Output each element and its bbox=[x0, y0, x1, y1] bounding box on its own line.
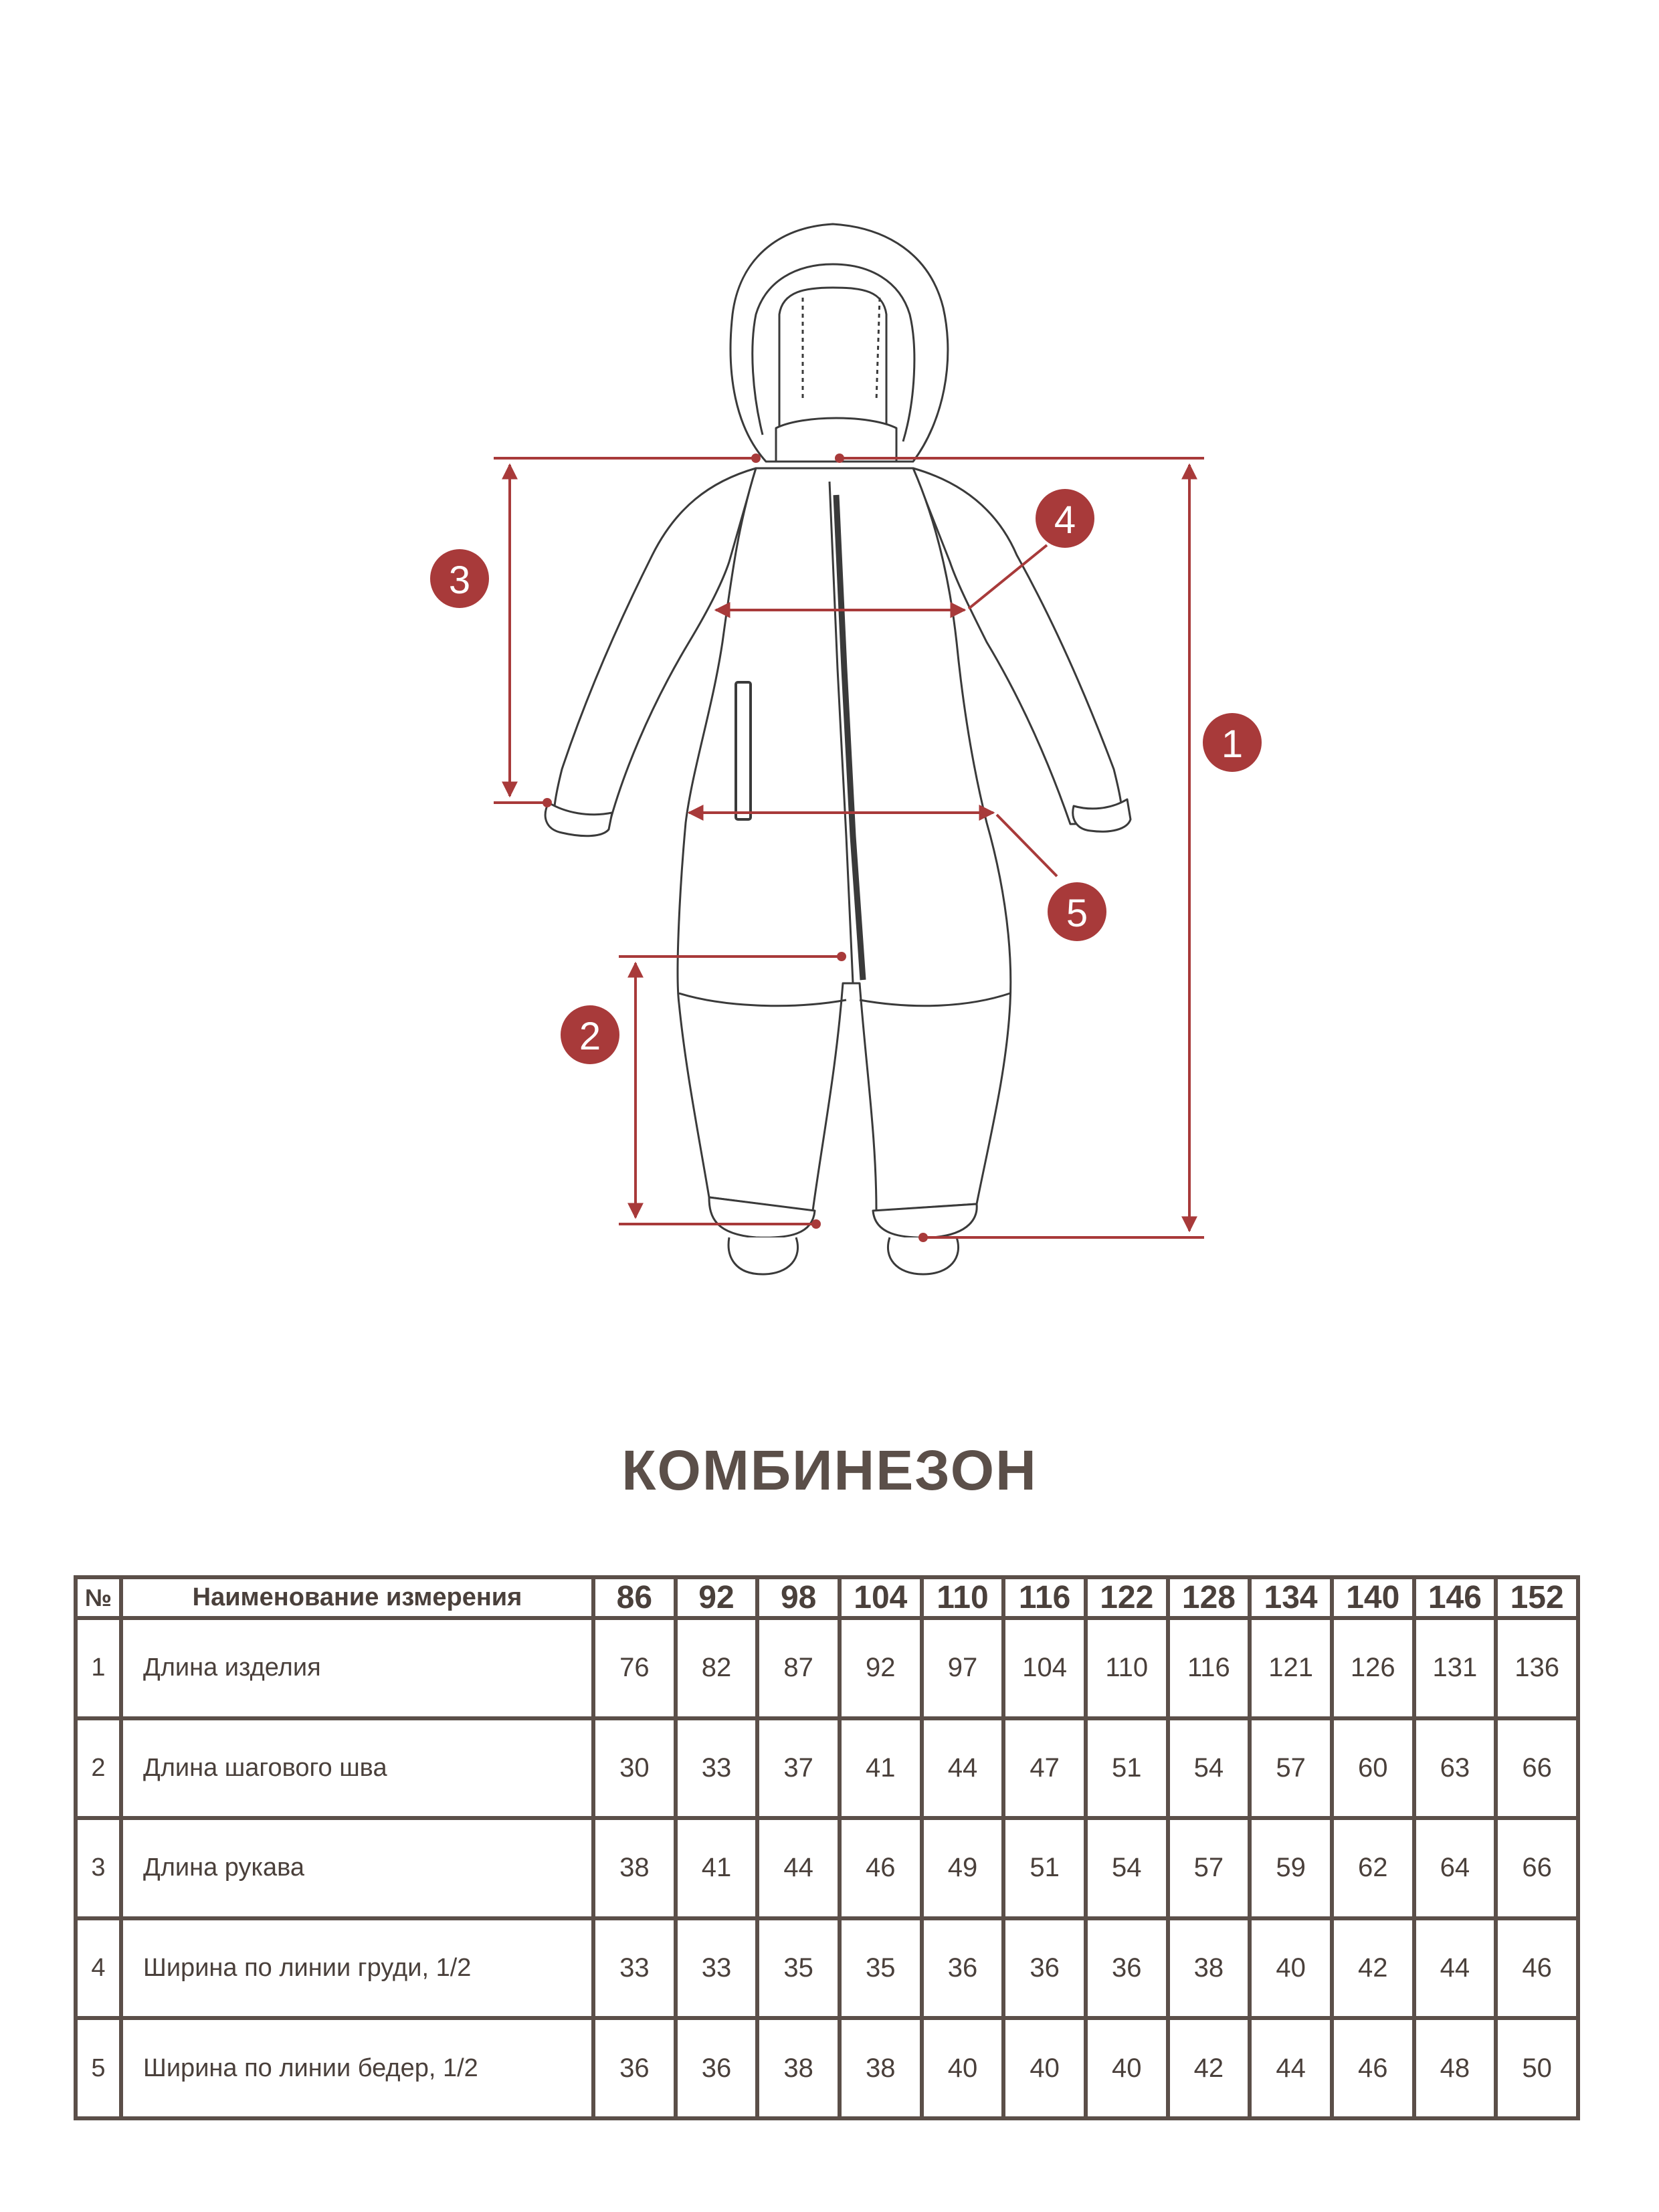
value-cell: 110 bbox=[1088, 1620, 1166, 1716]
right-foot-strap bbox=[888, 1237, 958, 1274]
value-cell: 47 bbox=[1005, 1720, 1084, 1817]
hood-face-opening bbox=[779, 288, 886, 428]
value-cell: 57 bbox=[1252, 1720, 1330, 1817]
value-cell: 40 bbox=[1252, 1920, 1330, 2017]
value-cell: 48 bbox=[1416, 2020, 1494, 2116]
value-cell: 46 bbox=[1334, 2020, 1412, 2116]
value-cell: 36 bbox=[924, 1920, 1002, 2017]
size-header: 128 bbox=[1170, 1579, 1248, 1616]
value-cell: 66 bbox=[1498, 1720, 1576, 1817]
row-number: 2 bbox=[78, 1720, 119, 1817]
value-cell: 42 bbox=[1170, 2020, 1248, 2116]
table-row bbox=[78, 1620, 1576, 1716]
value-cell: 40 bbox=[924, 2020, 1002, 2116]
size-header: 134 bbox=[1252, 1579, 1330, 1616]
value-cell: 40 bbox=[1005, 2020, 1084, 2116]
value-cell: 36 bbox=[1088, 1920, 1166, 2017]
value-cell: 46 bbox=[842, 1820, 920, 1916]
marker-5 bbox=[1048, 882, 1106, 941]
size-header: 86 bbox=[595, 1579, 674, 1616]
value-cell: 136 bbox=[1498, 1620, 1576, 1716]
value-cell: 35 bbox=[759, 1920, 838, 2017]
value-cell: 44 bbox=[1416, 1920, 1494, 2017]
marker-2 bbox=[561, 1005, 619, 1064]
value-cell: 44 bbox=[1252, 2020, 1330, 2116]
value-cell: 42 bbox=[1334, 1920, 1412, 2017]
size-header: 92 bbox=[678, 1579, 756, 1616]
size-table bbox=[74, 1575, 1580, 2120]
value-cell: 104 bbox=[1005, 1620, 1084, 1716]
size-header: 122 bbox=[1088, 1579, 1166, 1616]
value-cell: 33 bbox=[678, 1920, 756, 2017]
value-cell: 87 bbox=[759, 1620, 838, 1716]
value-cell: 36 bbox=[678, 2020, 756, 2116]
value-cell: 44 bbox=[759, 1820, 838, 1916]
size-header: 146 bbox=[1416, 1579, 1494, 1616]
value-cell: 40 bbox=[1088, 2020, 1166, 2116]
value-cell: 50 bbox=[1498, 2020, 1576, 2116]
value-cell: 59 bbox=[1252, 1820, 1330, 1916]
value-cell: 82 bbox=[678, 1620, 756, 1716]
value-cell: 121 bbox=[1252, 1620, 1330, 1716]
value-cell: 33 bbox=[678, 1720, 756, 1817]
measurement-name: Длина рукава bbox=[123, 1820, 591, 1916]
value-cell: 44 bbox=[924, 1720, 1002, 1817]
marker-5-label: 5 bbox=[1066, 892, 1088, 935]
value-cell: 97 bbox=[924, 1620, 1002, 1716]
marker-3 bbox=[430, 549, 489, 608]
table-row bbox=[78, 1920, 1576, 2017]
value-cell: 62 bbox=[1334, 1820, 1412, 1916]
value-cell: 54 bbox=[1170, 1720, 1248, 1817]
jumpsuit-illustration bbox=[545, 224, 1131, 1274]
table-row bbox=[78, 1720, 1576, 1817]
measurement-name: Длина изделия bbox=[123, 1620, 591, 1716]
value-cell: 33 bbox=[595, 1920, 674, 2017]
value-cell: 49 bbox=[924, 1820, 1002, 1916]
value-cell: 131 bbox=[1416, 1620, 1494, 1716]
value-cell: 57 bbox=[1170, 1820, 1248, 1916]
size-header: 152 bbox=[1498, 1579, 1576, 1616]
measurement-name: Длина шагового шва bbox=[123, 1720, 591, 1817]
value-cell: 36 bbox=[595, 2020, 674, 2116]
table-row bbox=[78, 1820, 1576, 1916]
value-cell: 63 bbox=[1416, 1720, 1494, 1817]
measurement-name: Ширина по линии груди, 1/2 bbox=[123, 1920, 591, 2017]
marker-2-label: 2 bbox=[579, 1015, 601, 1058]
size-header: 104 bbox=[842, 1579, 920, 1616]
marker-1-label: 1 bbox=[1221, 722, 1244, 766]
value-cell: 54 bbox=[1088, 1820, 1166, 1916]
row-number: 5 bbox=[78, 2020, 119, 2116]
value-cell: 126 bbox=[1334, 1620, 1412, 1716]
value-cell: 38 bbox=[759, 2020, 838, 2116]
value-cell: 35 bbox=[842, 1920, 920, 2017]
row-number: 3 bbox=[78, 1820, 119, 1916]
left-foot-strap bbox=[728, 1237, 797, 1274]
value-cell: 51 bbox=[1005, 1820, 1084, 1916]
size-header: 140 bbox=[1334, 1579, 1412, 1616]
marker-3-label: 3 bbox=[448, 559, 471, 602]
value-cell: 30 bbox=[595, 1720, 674, 1817]
table-header-row bbox=[78, 1579, 1576, 1616]
row-number: 4 bbox=[78, 1920, 119, 2017]
marker-4-label: 4 bbox=[1054, 498, 1076, 542]
name-column-header: Наименование измерения bbox=[123, 1579, 591, 1616]
value-cell: 37 bbox=[759, 1720, 838, 1817]
size-header: 116 bbox=[1005, 1579, 1084, 1616]
page-title: КОМБИНЕЗОН bbox=[621, 1439, 1038, 1502]
value-cell: 51 bbox=[1088, 1720, 1166, 1817]
value-cell: 38 bbox=[595, 1820, 674, 1916]
marker-4 bbox=[1036, 489, 1094, 548]
value-cell: 76 bbox=[595, 1620, 674, 1716]
value-cell: 116 bbox=[1170, 1620, 1248, 1716]
value-cell: 46 bbox=[1498, 1920, 1576, 2017]
size-header: 98 bbox=[759, 1579, 838, 1616]
value-cell: 66 bbox=[1498, 1820, 1576, 1916]
value-cell: 64 bbox=[1416, 1820, 1494, 1916]
size-header: 110 bbox=[924, 1579, 1002, 1616]
table-row bbox=[78, 2020, 1576, 2116]
value-cell: 60 bbox=[1334, 1720, 1412, 1817]
number-column-header: № bbox=[78, 1579, 119, 1616]
marker-1 bbox=[1203, 713, 1262, 772]
value-cell: 38 bbox=[842, 2020, 920, 2116]
right-leg-cuff bbox=[873, 1204, 977, 1237]
value-cell: 41 bbox=[678, 1820, 756, 1916]
value-cell: 41 bbox=[842, 1720, 920, 1817]
measurement-name: Ширина по линии бедер, 1/2 bbox=[123, 2020, 591, 2116]
row-number: 1 bbox=[78, 1620, 119, 1716]
value-cell: 38 bbox=[1170, 1920, 1248, 2017]
value-cell: 92 bbox=[842, 1620, 920, 1716]
value-cell: 36 bbox=[1005, 1920, 1084, 2017]
